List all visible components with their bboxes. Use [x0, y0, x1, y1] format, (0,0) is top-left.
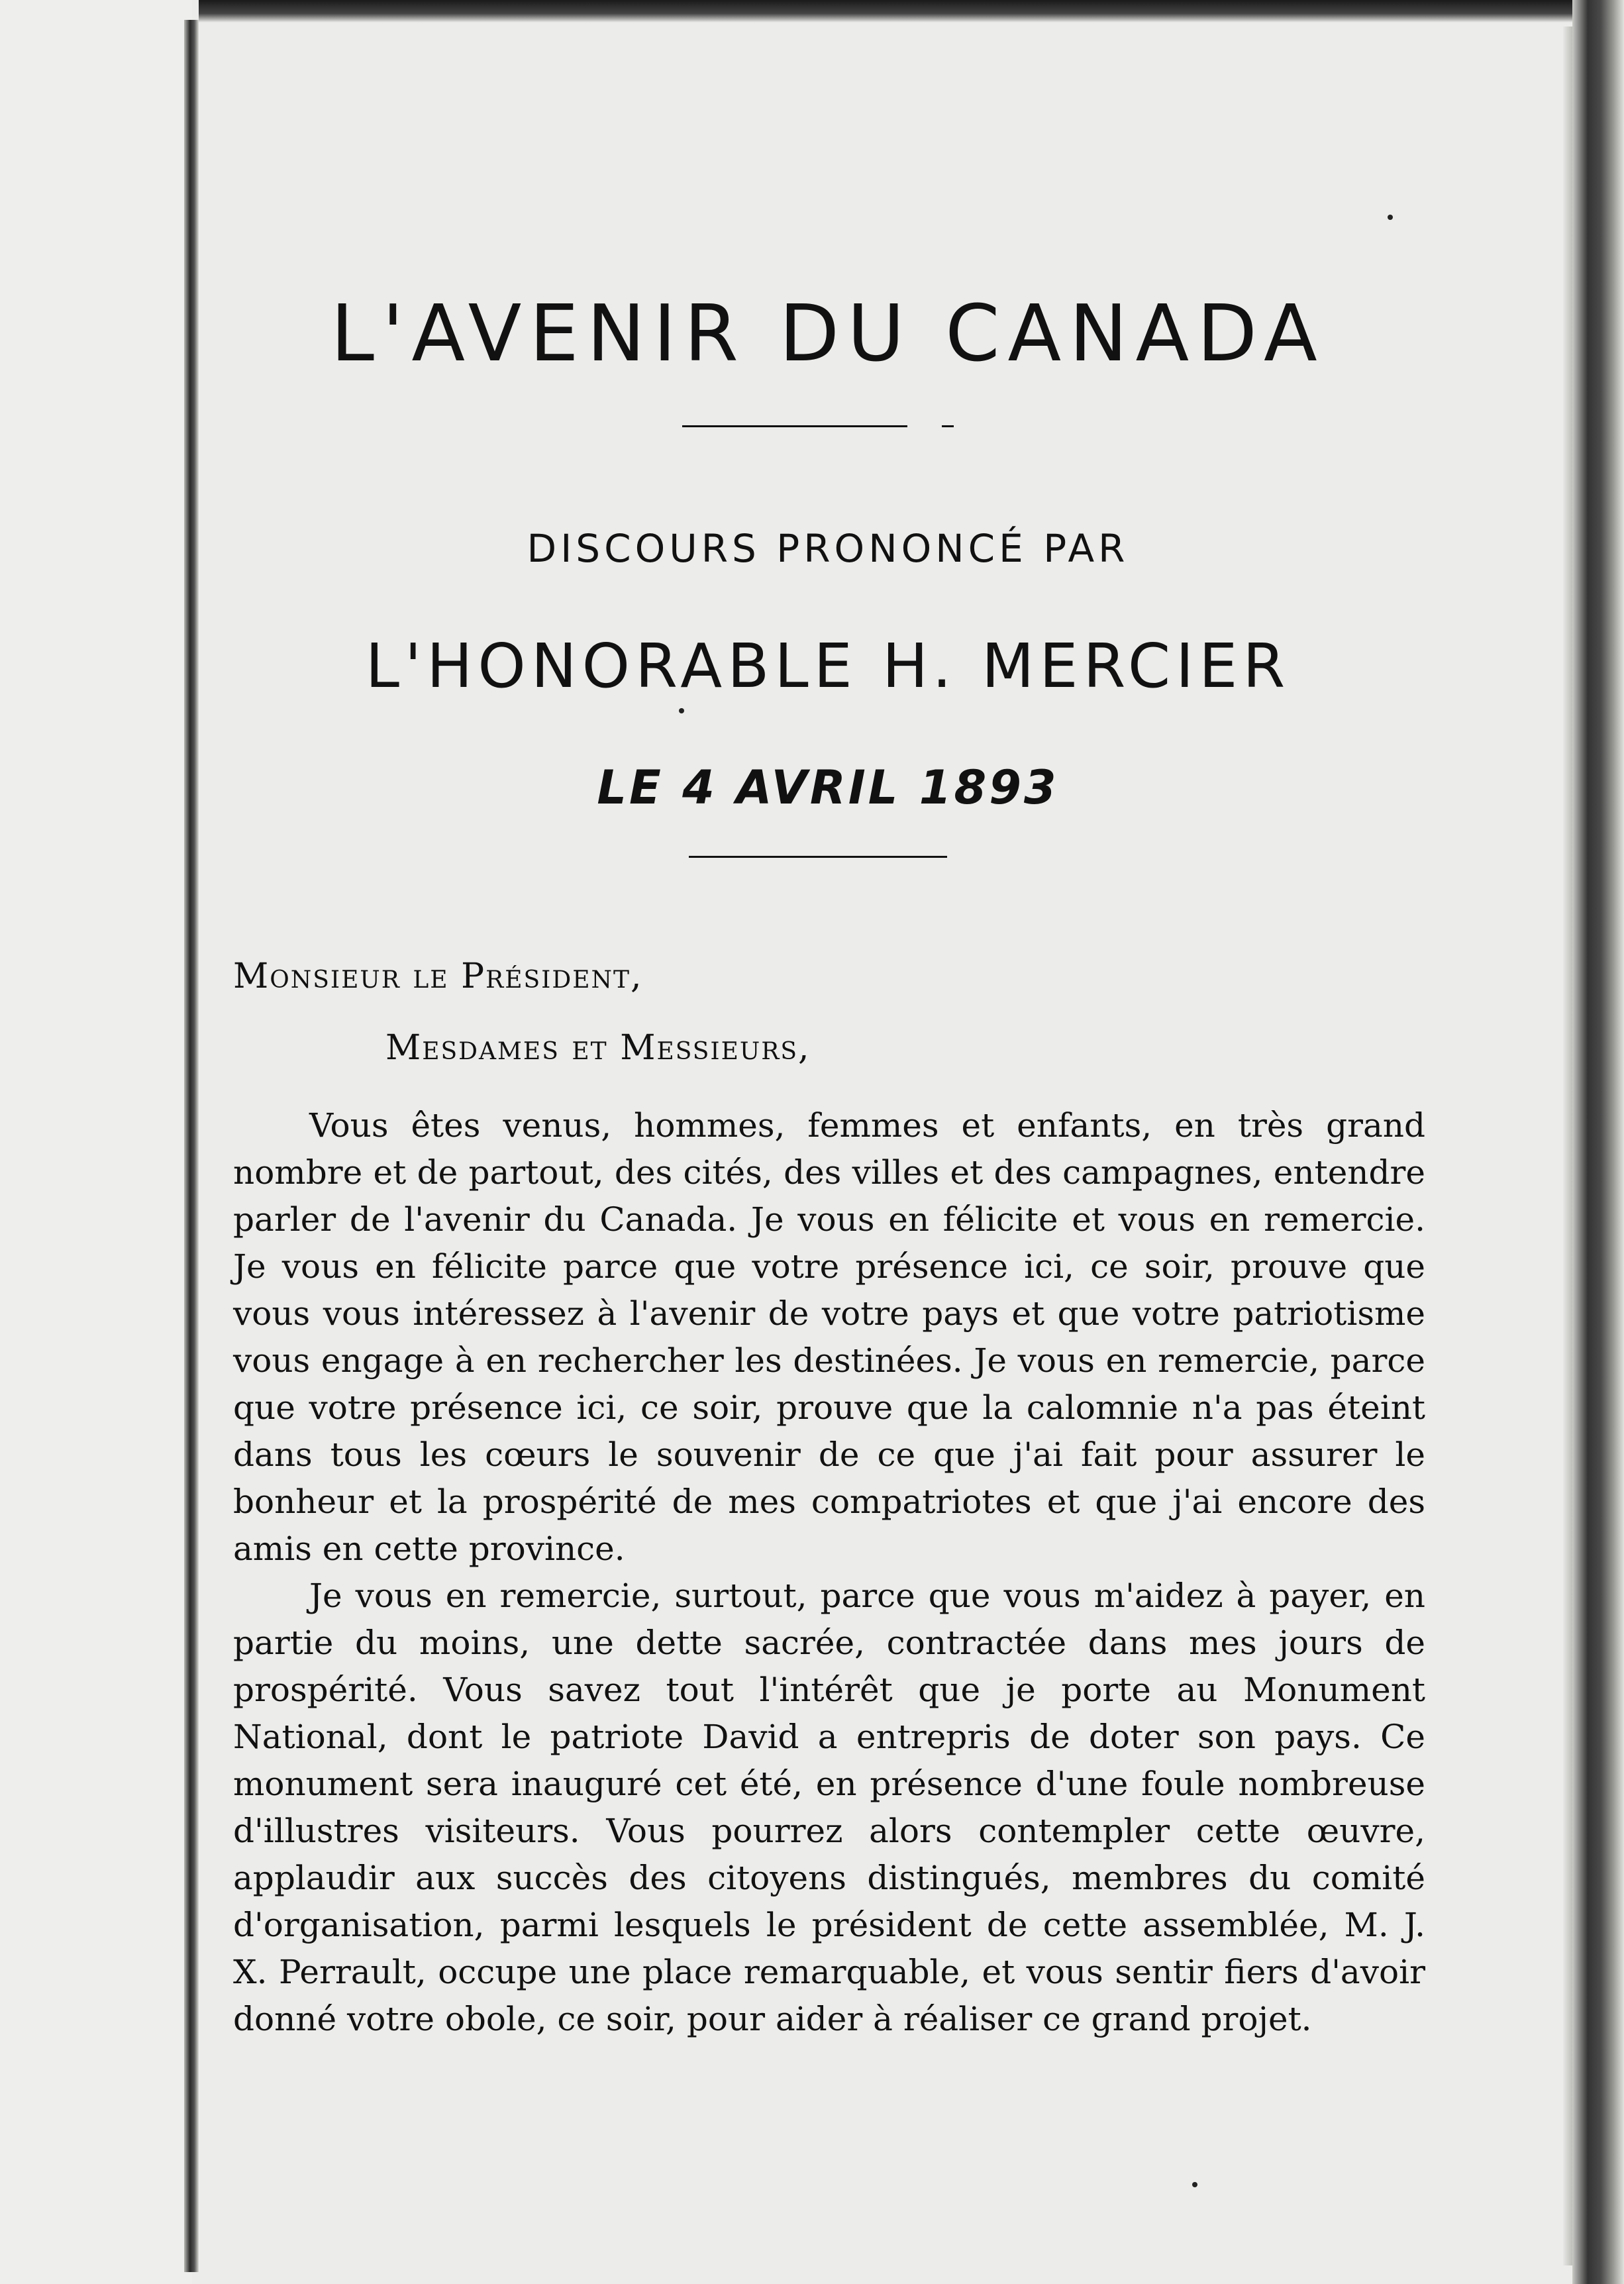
- subtitle-speech-by: DISCOURS PRONONCÉ PAR: [527, 526, 1129, 571]
- book-gutter: [184, 20, 199, 2272]
- scan-speck: [679, 708, 684, 713]
- title-rule: [682, 425, 907, 427]
- page-right-shadow: [1563, 26, 1572, 2265]
- paragraph: Je vous en remercie, surtout, parce que vous m'aidez à payer, en partie du moins, une dette sacrée, contractée dans mes jours de prospérité. Vous savez tout l'intérêt que je porte au Monument National, dont le patriote David a entrepris de doter son pays. Ce monument sera inauguré cet été, en présence d'une foule nombreuse d'illustres visiteurs. Vous pourrez alors contempler cette œuvre, applaudir aux succès des citoyens distingués, membres du comité d'organisation, parmi lesquels le président de cette assemblée, M. J. X. Perrault, occupe une place remarquable, et vous sentir fiers d'avoir donné votre obole, ce soir, pour aider à réaliser ce grand projet.: [233, 1577, 1425, 2038]
- salutation-president: Monsieur le Président,: [233, 957, 643, 996]
- speech-date: LE 4 AVRIL 1893: [597, 760, 1059, 815]
- facing-page-edge: [0, 0, 192, 2284]
- subtitle-speaker: L'HONORABLE H. MERCIER: [365, 631, 1291, 701]
- paragraph: Vous êtes venus, hommes, femmes et enfants, en très grand nombre et de partout, des cités, des villes et des campagnes, entendre parler de l'avenir du Canada. Je vous en félicite et vous en remercie. Je vous en félicite parce que votre présence ici, ce soir, prouve que vous vous intéressez à l'avenir de votre pays et que votre patriotisme vous engage à en rechercher les destinées. Je vous en remercie, parce que votre présence ici, ce soir, prouve que la calomnie n'a pas éteint dans tous les cœurs le souvenir de ce que j'ai fait pour assurer le bonheur et la prospérité de mes compatriotes et que j'ai encore des amis en cette province.: [233, 1106, 1425, 1568]
- page-right-edge: [1572, 0, 1624, 2284]
- salutation-audience: Mesdames et Messieurs,: [385, 1028, 811, 1068]
- page-content: [199, 23, 1563, 2275]
- document-title: L'AVENIR DU CANADA: [330, 287, 1325, 379]
- scan-speck: [1192, 2182, 1197, 2187]
- scan-speck: [1388, 215, 1393, 220]
- page-top-edge: [199, 0, 1596, 23]
- date-rule: [689, 856, 947, 858]
- title-rule-dash: [942, 425, 954, 427]
- speech-body: [233, 1102, 1425, 2043]
